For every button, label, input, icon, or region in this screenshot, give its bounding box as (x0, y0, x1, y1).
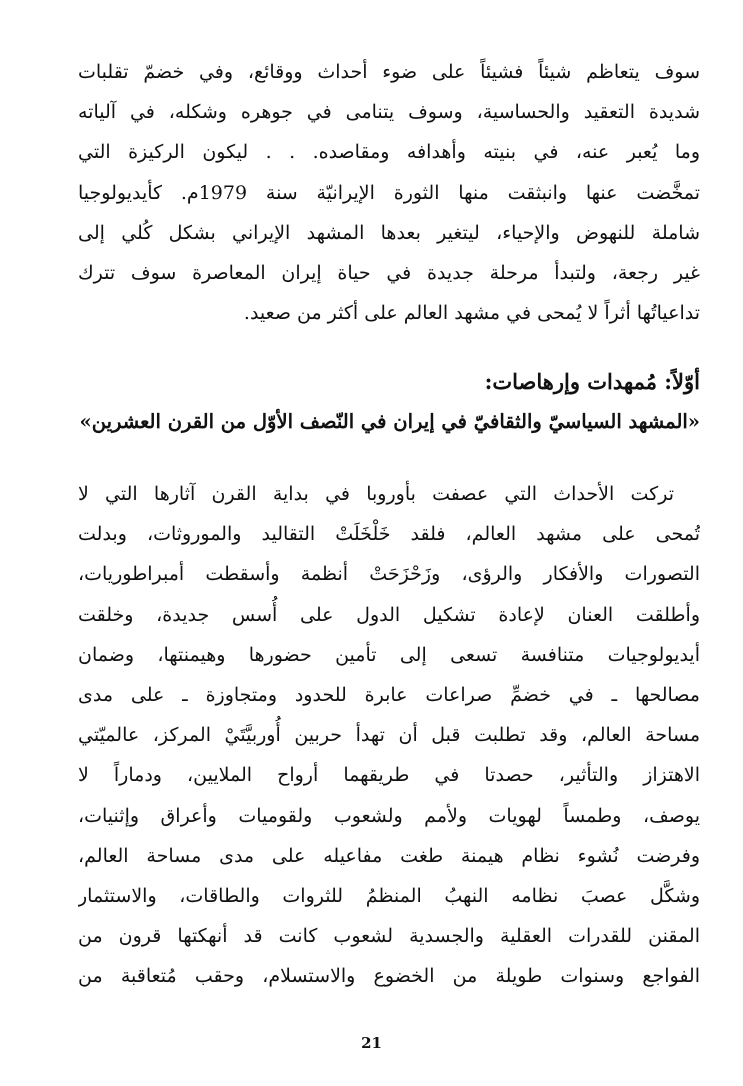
intro-line: شاملة للنهوض والإحياء، ليتغير بعدها المشهد الإيراني بشكل كُلي إلى (78, 221, 700, 244)
body-line: الاهتزاز والتأثير، حصدتا في طريقهما أرواح الملايين، ودماراً لا (78, 764, 700, 787)
body-line: يوصف، وطمساً لهويات ولأمم ولشعوب ولقوميات وأعراق وإثنيات، (78, 804, 700, 827)
section-title: أوّلاً: مُمهدات وإرهاصات: (484, 369, 700, 394)
intro-line: شديدة التعقيد والحساسية، وسوف يتنامى في جوهره وشكله، في آلياته (78, 101, 700, 124)
intro-line: تداعياتُها أثراً لا يُمحى في مشهد العالم على أكثر من صعيد. (243, 302, 700, 325)
intro-line: غير رجعة، ولتبدأ مرحلة جديدة في حياة إيران المعاصرة سوف تترك (78, 261, 700, 284)
body-line: تركت الأحداث التي عصفت بأوروبا في بداية القرن آثارها التي لا (78, 483, 674, 505)
section-heading (78, 362, 700, 442)
body-line: التصورات والأفكار والرؤى، وزَحْزَحَتْ أنظمة وأسقطت أمبراطوريات، (78, 563, 700, 586)
page-number: 21 (361, 1034, 382, 1052)
body-line: تُمحى على مشهد العالم، فلقد خَلْخَلَتْ التقاليد والموروثات، وبدلت (78, 523, 700, 546)
body-line: وشكَّل عصبَ نظامه النهبُ المنظمُ للثروات والطاقات، والاستثمار (78, 884, 700, 907)
body-paragraph (78, 474, 700, 996)
body-line: أيديولوجيات متنافسة تسعى إلى تأمين حضورها وهيمنتها، وضمان (78, 643, 700, 666)
body-line: مصالحها ـ في خضمِّ صراعات عابرة للحدود ومتجاوزة ـ على مدى (78, 683, 700, 706)
body-line: مساحة العالم، وقد تطلبت قبل أن تهدأ حربين أُوربيَّتَيْ المركز، عالميّتي (78, 724, 700, 747)
body-line: الفواجع وسنوات طويلة من الخضوع والاستسلام، وحقب مُتعاقبة من (78, 965, 700, 988)
body-line: وفرضت نُشوء نظام هيمنة طغت مفاعيله على مدى مساحة العالم، (78, 844, 700, 867)
intro-line: سوف يتعاظم شيئاً فشيئاً على ضوء أحداث ووقائع، وفي خضمّ تقلبات (78, 61, 700, 83)
intro-line: وما يُعبر عنه، في بنيته وأهدافه ومقاصده. . . ليكون الركيزة التي (78, 141, 700, 164)
section-subtitle: «المشهد السياسيّ والثقافيّ في إيران في النّصف الأوّل من القرن العشرين» (79, 410, 700, 433)
intro-line: تمخَّضت عنها وانبثقت منها الثورة الإيرانيّة سنة 1979م. كأيديولوجيا (78, 181, 700, 204)
body-line: المقنن للقدرات العقلية والجسدية لشعوب كانت قد أنهكتها قرون من (78, 925, 700, 948)
intro-paragraph (78, 52, 700, 333)
body-line: وأطلقت العنان لإعادة تشكيل الدول على أُسس جديدة، وخلقت (78, 603, 700, 626)
